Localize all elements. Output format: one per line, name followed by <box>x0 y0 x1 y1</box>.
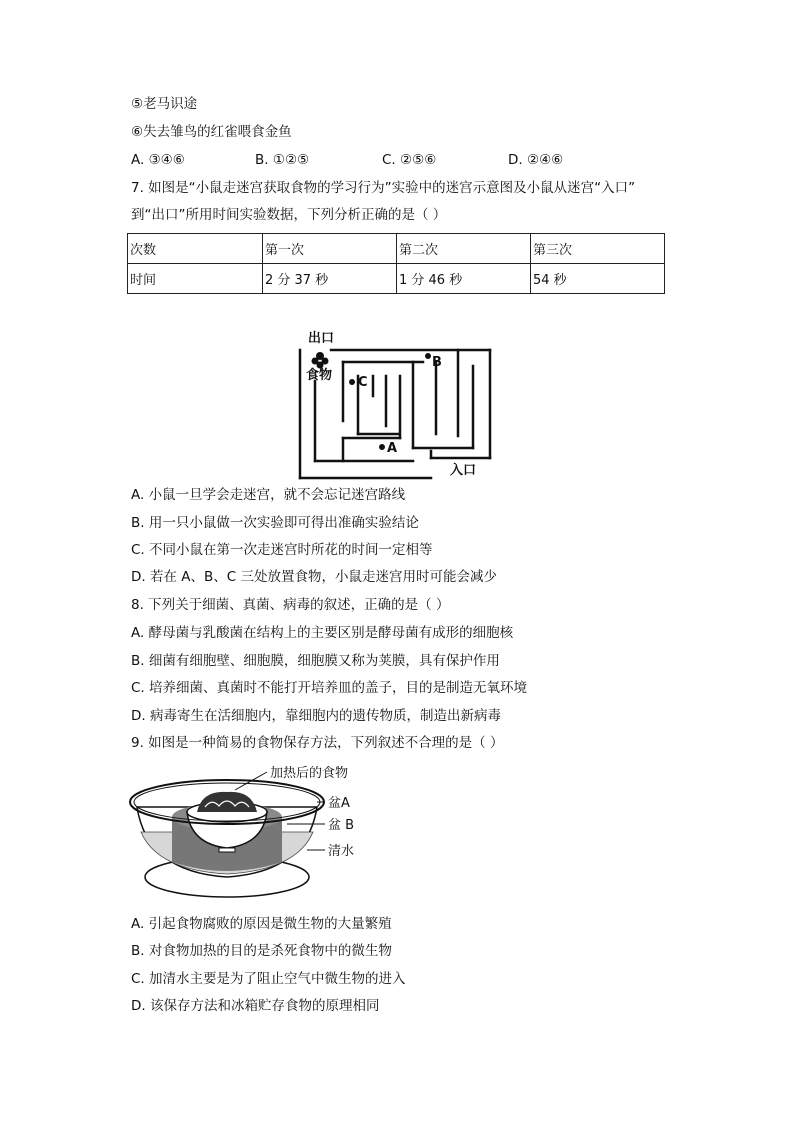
q9-option-a: A. 引起食物腐败的原因是微生物的大量繁殖 <box>131 916 392 932</box>
q7-option-c: C. 不同小鼠在第一次走迷宫时所花的时间一定相等 <box>131 542 433 558</box>
q7-stem-line2: 到“出口”所用时间实验数据，下列分析正确的是（ ） <box>131 207 447 223</box>
option-line-6: ⑥失去雏鸟的红雀喂食金鱼 <box>131 124 292 140</box>
q8-stem: 8. 下列关于细菌、真菌、病毒的叙述，正确的是（ ） <box>131 597 450 613</box>
q7-stem-line1: 7. 如图是“小鼠走迷宫获取食物的学习行为”实验中的迷宫示意图及小鼠从迷宫“入口” <box>131 180 636 196</box>
q6-option-b: B. ①②⑤ <box>255 152 310 168</box>
q9-option-c: C. 加清水主要是为了阻止空气中微生物的进入 <box>131 971 406 987</box>
q9-option-d: D. 该保存方法和冰箱贮存食物的原理相同 <box>131 998 380 1014</box>
q6-option-c: C. ②⑤⑥ <box>382 152 437 168</box>
q7-option-d: D. 若在 A、B、C 三处放置食物，小鼠走迷宫用时可能会减少 <box>131 569 497 585</box>
figure-label-basin-b: 盆 B <box>328 818 355 833</box>
table-row <box>128 234 665 264</box>
maze-diagram <box>298 326 493 481</box>
figure-label-food: 加热后的食物 <box>270 766 349 781</box>
q6-options <box>131 150 651 170</box>
q7-option-a: A. 小鼠一旦学会走迷宫，就不会忘记迷宫路线 <box>131 487 406 503</box>
figure-label-water: 清水 <box>328 844 355 859</box>
q9-stem: 9. 如图是一种简易的食物保存方法，下列叙述不合理的是（ ） <box>131 735 504 751</box>
table-cell: 第二次 <box>397 234 531 264</box>
table-cell: 54 秒 <box>531 264 665 294</box>
table-row <box>128 264 665 294</box>
q8-option-d: D. 病毒寄生在活细胞内，靠细胞内的遗传物质，制造出新病毒 <box>131 708 501 724</box>
q6-option-a: A. ③④⑥ <box>131 152 185 168</box>
q7-option-b: B. 用一只小鼠做一次实验即可得出准确实验结论 <box>131 515 419 531</box>
table-cell: 时间 <box>128 264 263 294</box>
figure-label-basin-a: 盆A <box>328 796 350 811</box>
option-line-5: ⑤老马识途 <box>131 96 198 112</box>
food-storage-figure <box>127 762 367 902</box>
q8-option-c: C. 培养细菌、真菌时不能打开培养皿的盖子，目的是制造无氧环境 <box>131 680 528 696</box>
time-table <box>127 233 665 294</box>
maze-point-a: A <box>387 441 398 456</box>
maze-entrance-label: 入口 <box>450 463 477 478</box>
table-cell: 次数 <box>128 234 263 264</box>
table-cell: 第三次 <box>531 234 665 264</box>
table-cell: 2 分 37 秒 <box>263 264 397 294</box>
q8-option-b: B. 细菌有细胞壁、细胞膜，细胞膜又称为荚膜，具有保护作用 <box>131 653 500 669</box>
maze-food-label: 食物 <box>306 368 333 383</box>
maze-exit-label: 出口 <box>308 331 335 346</box>
maze-point-c: C <box>358 375 368 390</box>
q8-option-a: A. 酵母菌与乳酸菌在结构上的主要区别是酵母菌有成形的细胞核 <box>131 625 514 641</box>
table-cell: 1 分 46 秒 <box>397 264 531 294</box>
maze-point-b: B <box>432 355 442 370</box>
table-cell: 第一次 <box>263 234 397 264</box>
q6-option-d: D. ②④⑥ <box>508 152 564 168</box>
q9-option-b: B. 对食物加热的目的是杀死食物中的微生物 <box>131 943 392 959</box>
